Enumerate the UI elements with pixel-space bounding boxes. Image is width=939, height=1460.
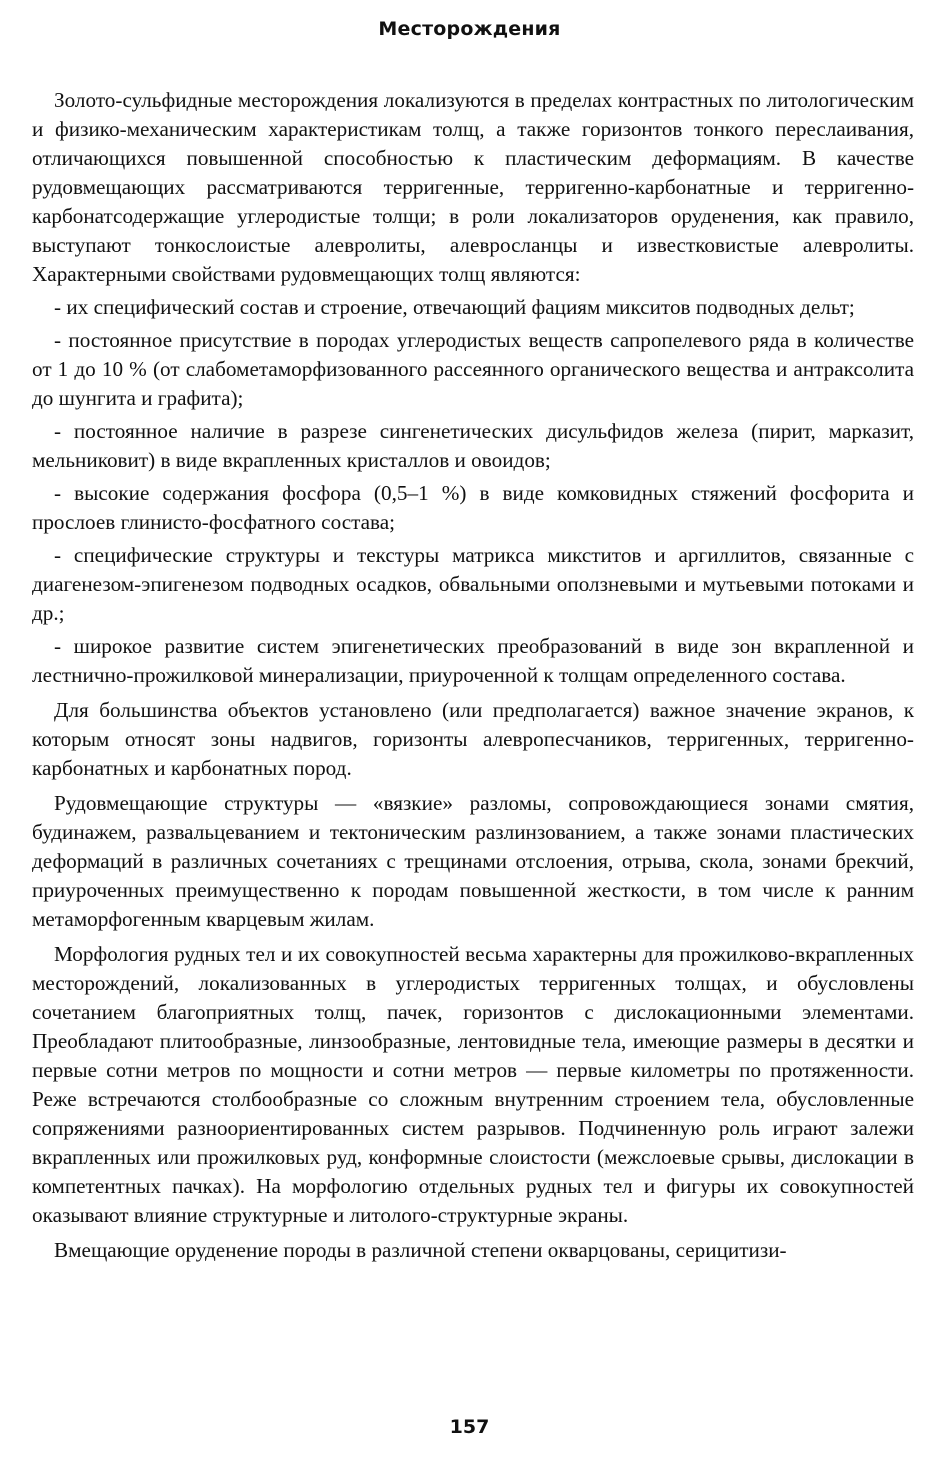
paragraph-screens: Для большинства объектов установлено (или предполагается) важное значение экранов, к которым относят зоны надвигов, горизонты алевропесчаников, терригенных, терригенно-карбонатных и карбонатных пород. bbox=[32, 698, 914, 780]
list-item: - широкое развитие систем эпигенетических преобразований в виде зон вкрапленной и лестнично-прожилковой минерализации, приуроченной к толщам определенного состава. bbox=[32, 634, 914, 687]
list-item: - их специфический состав и строение, отвечающий фациям микситов подводных дельт; bbox=[54, 295, 855, 319]
paragraph-host-rocks: Вмещающие оруденение породы в различной степени окварцованы, серицитизи- bbox=[54, 1238, 787, 1262]
list-item: - постоянное присутствие в породах углеродистых веществ сапропелевого ряда в количестве от 1 до 10 % (от слабометаморфизованного рассеянного органического вещества и антраксолита до шунгита и графита); bbox=[32, 328, 914, 410]
paragraph-structures: Рудовмещающие структуры — «вязкие» разломы, сопровождающиеся зонами смятия, будинажем, развальцеванием и тектоническим разлинзованием, а также зонами пластических деформаций в различных сочетаниях с трещинами отслоения, отрыва, скола, зонами брекчий, приуроченных преимущественно к породам повышенной жесткости, в том числе к ранним метаморфогенным кварцевым жилам. bbox=[32, 791, 914, 931]
list-item: - высокие содержания фосфора (0,5–1 %) в виде комковидных стяжений фосфорита и прослоев глинисто-фосфатного состава; bbox=[32, 481, 914, 534]
running-head-title: Месторождения bbox=[378, 18, 561, 40]
body-text bbox=[32, 86, 914, 1265]
paragraph-intro: Золото-сульфидные месторождения локализуются в пределах контрастных по литологическим и физико-механическим характеристикам толщ, а также горизонтов тонкого переслаивания, отличающихся повышенной способностью к пластическим деформациям. В качестве рудовмещающих рассматриваются терригенные, терригенно-карбонатные и терригенно-карбонатсодержащие углеродистые толщи; в роли локализаторов оруденения, как правило, выступают тонкослоистые алевролиты, алевросланцы и известковистые алевролиты. Характерными свойствами рудовмещающих толщ являются: bbox=[32, 88, 914, 286]
list-item: - специфические структуры и текстуры матрикса микститов и аргиллитов, связанные с диагенезом-эпигенезом подводных осадков, обвальными оползневыми и мутьевыми потоками и др.; bbox=[32, 543, 914, 625]
paragraph-morphology: Морфология рудных тел и их совокупностей весьма характерны для прожилково-вкрапленных месторождений, локализованных в углеродистых терригенных толщах, и обусловлены сочетанием благоприятных толщ, пачек, горизонтов с дислокационными элементами. Преобладают плитообразные, линзообразные, лентовидные тела, имеющие размеры в десятки и первые сотни метров по мощности и сотни метров — первые километры по протяженности. Реже встречаются столбообразные со сложным внутренним строением тела, обусловленные сопряжениями разноориентированных систем разрывов. Подчиненную роль играют залежи вкрапленных или прожилковых руд, конформные слоистости (межслоевые срывы, дислокации в компетентных пачках). На морфологию отдельных рудных тел и фигуры их совокупностей оказывают влияние структурные и литолого-структурные экраны. bbox=[32, 942, 914, 1227]
page-number: 157 bbox=[449, 1416, 490, 1438]
list-item: - постоянное наличие в разрезе сингенетических дисульфидов железа (пирит, марказит, мельниковит) в виде вкрапленных кристаллов и овоидов; bbox=[32, 419, 914, 472]
